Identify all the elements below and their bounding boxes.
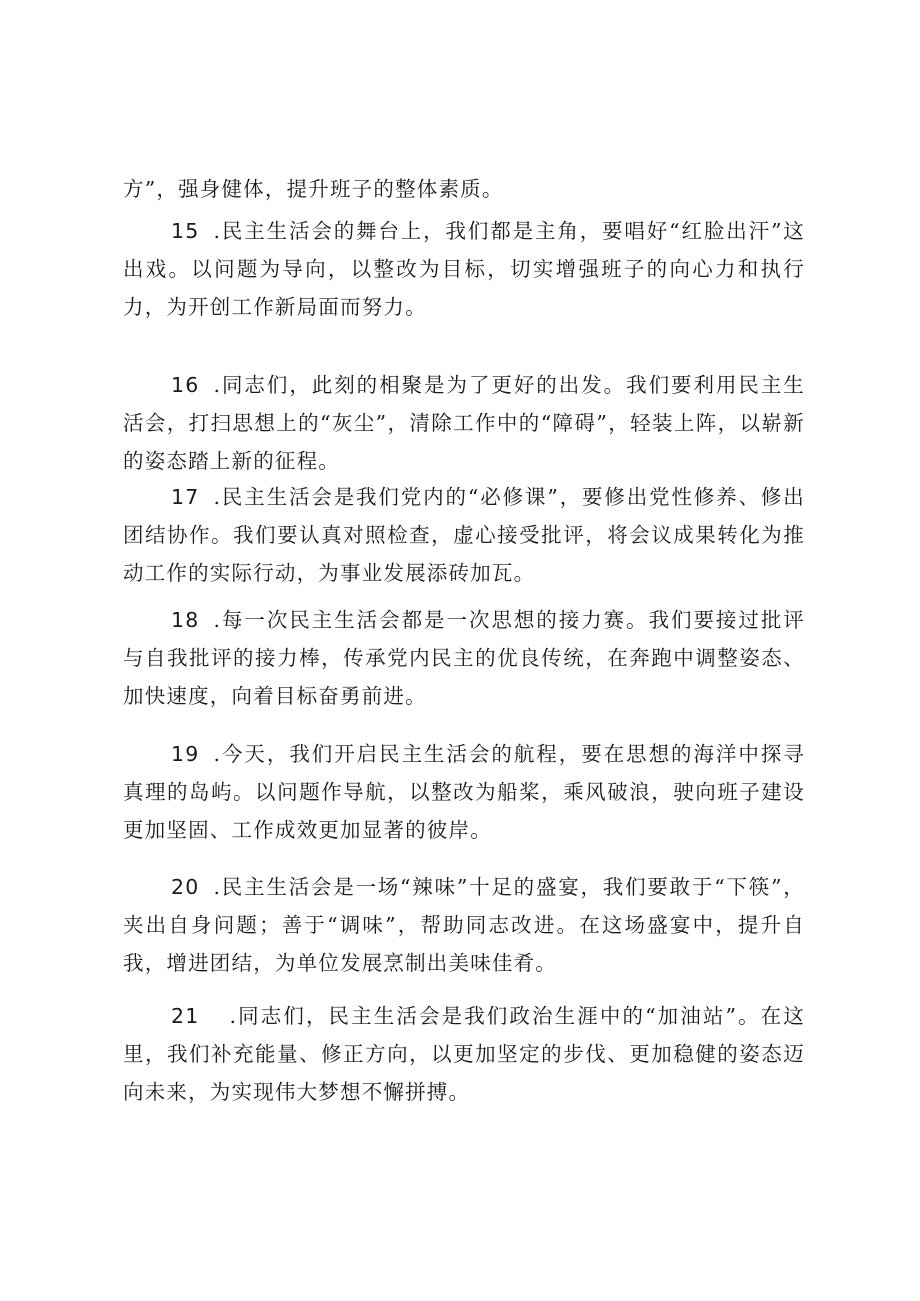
item-text: .民主生活会的舞台上，我们都是主角，要唱好“红脸出汗”这出戏。以问题为导向，以整改为目标，切实增强班子的向心力和执行力，为开创工作新局面而努力。	[123, 219, 805, 319]
item-text: .今天，我们开启民主生活会的航程，要在思想的海洋中探寻真理的岛屿。以问题作导航，以整改为船桨，乘风破浪，驶向班子建设更加坚固、工作成效更加显著的彼岸。	[123, 742, 805, 842]
continuation-line: 方”，强身健体，提升班子的整体素质。	[123, 177, 504, 201]
item-number: 15	[171, 219, 200, 243]
item-text: .同志们，此刻的相聚是为了更好的出发。我们要利用民主生活会，打扫思想上的“灰尘”，清除工作中的“障碍”，轻装上阵，以崭新的姿态踏上新的征程。	[123, 373, 805, 473]
paragraph-17	[123, 478, 805, 592]
paragraph-21	[123, 997, 805, 1111]
item-number: 21	[171, 1004, 200, 1028]
item-text: .民主生活会是我们党内的“必修课”，要修出党性修养、修出团结协作。我们要认真对照检查，虚心接受批评，将会议成果转化为推动工作的实际行动，为事业发展添砖加瓦。	[123, 485, 805, 585]
item-number: 20	[171, 875, 200, 899]
item-text: .同志们，民主生活会是我们政治生涯中的“加油站”。在这里，我们补充能量、修正方向，以更加坚定的步伐、更加稳健的姿态迈向未来，为实现伟大梦想不懈拼搏。	[123, 1004, 805, 1104]
paragraph-16	[123, 366, 805, 480]
item-number: 18	[171, 608, 200, 632]
item-number: 17	[171, 485, 200, 509]
paragraph-18	[123, 601, 805, 715]
item-number: 16	[171, 373, 200, 397]
paragraph-20	[123, 868, 805, 982]
item-text: .民主生活会是一场“辣味”十足的盛宴，我们要敢于“下筷”，夹出自身问题；善于“调味”，帮助同志改进。在这场盛宴中，提升自我，增进团结，为单位发展烹制出美味佳肴。	[123, 875, 805, 975]
item-number: 19	[171, 742, 200, 766]
paragraph-19	[123, 735, 805, 849]
paragraph-15	[123, 212, 805, 326]
item-text: .每一次民主生活会都是一次思想的接力赛。我们要接过批评与自我批评的接力棒，传承党内民主的优良传统，在奔跑中调整姿态、加快速度，向着目标奋勇前进。	[123, 608, 805, 708]
